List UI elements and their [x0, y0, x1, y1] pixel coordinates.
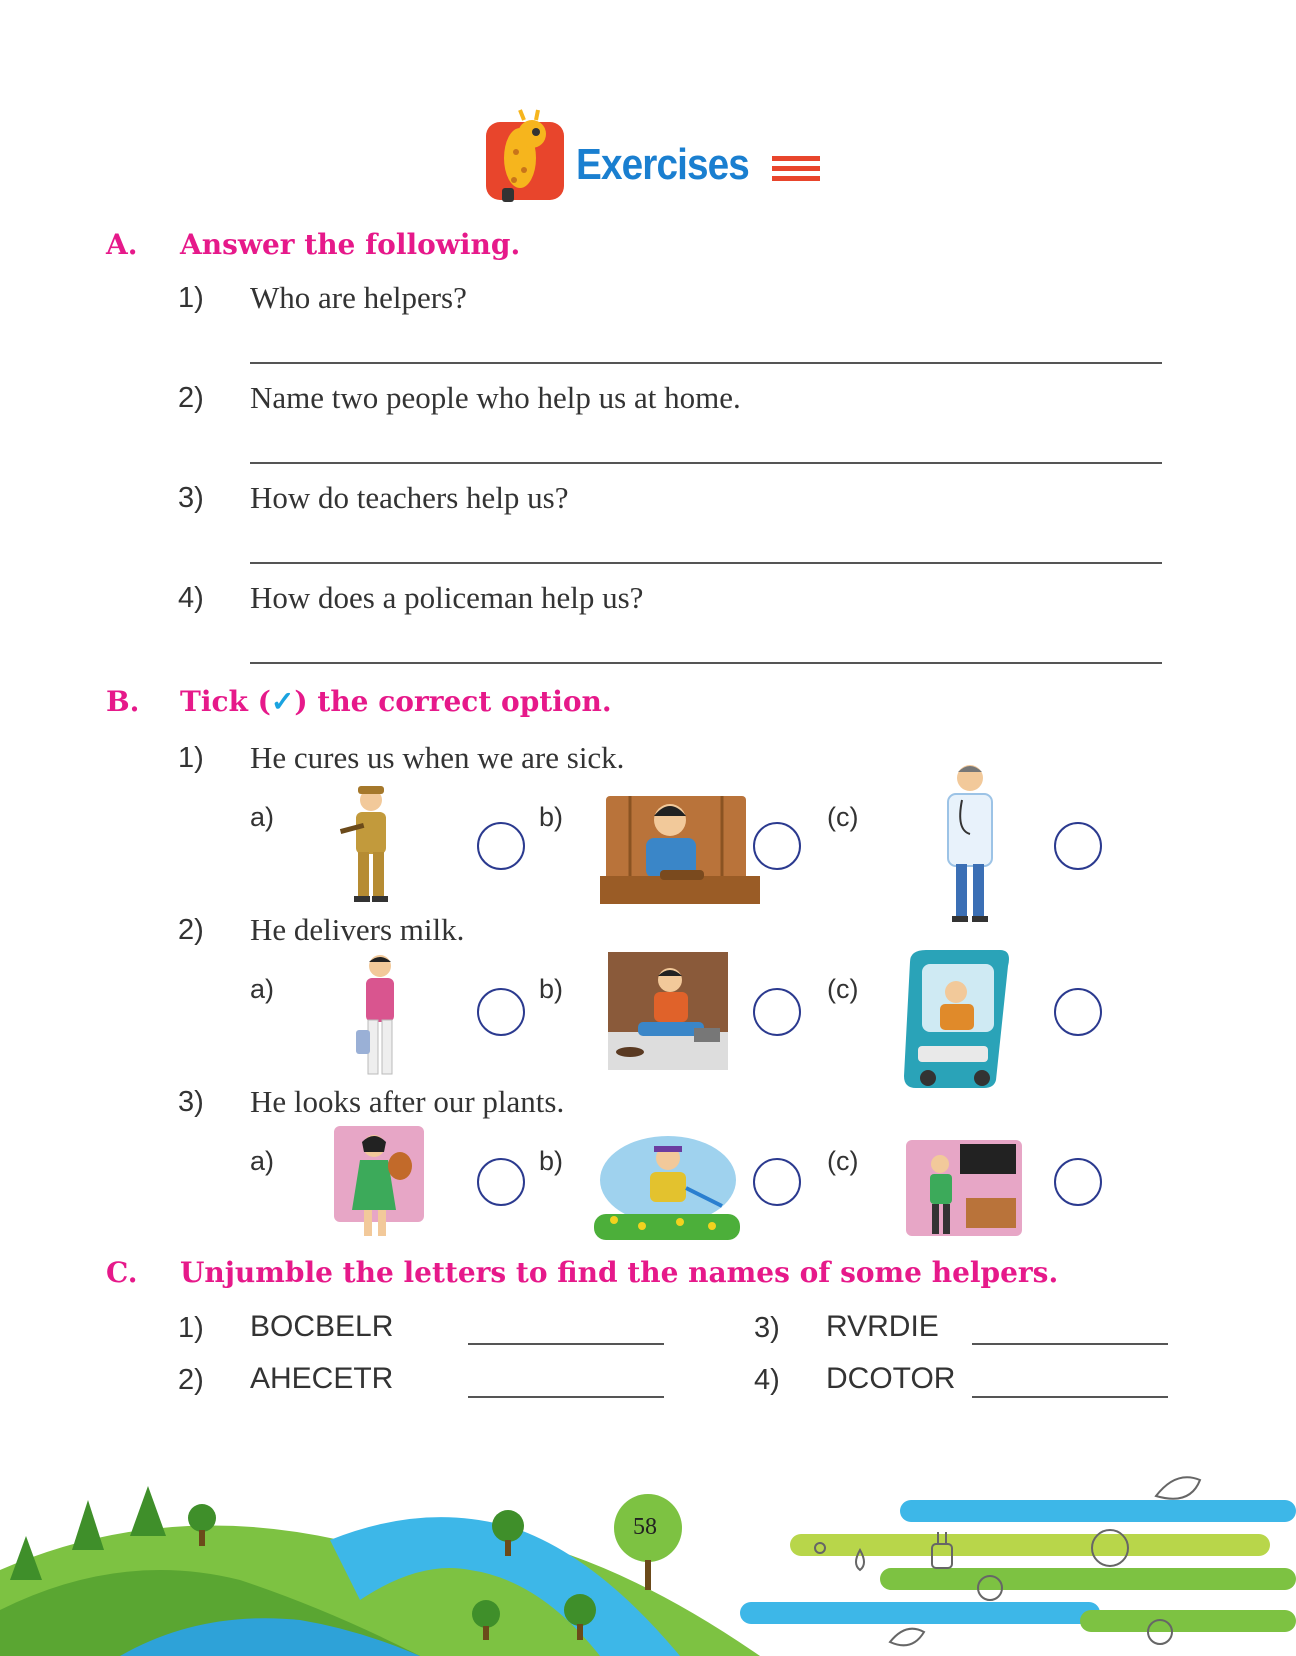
cobbler-icon [608, 952, 728, 1070]
potter-woman-icon [334, 1126, 424, 1240]
teacher-icon [906, 1140, 1022, 1240]
question-text: How does a policeman help us? [250, 580, 644, 615]
jumbled-word: RVRDIE [826, 1310, 939, 1343]
doctor-icon [932, 760, 1008, 928]
section-c-letter: C. [106, 1256, 138, 1289]
tick-circle[interactable] [1054, 822, 1102, 870]
question-text: He cures us when we are sick. [250, 740, 625, 775]
option-label: (c) [827, 1146, 859, 1176]
answer-line[interactable] [250, 462, 1162, 464]
tick-circle[interactable] [477, 1158, 525, 1206]
jumbled-word: AHECETR [250, 1362, 394, 1395]
item-number: 1) [178, 1312, 204, 1344]
option-label: b) [539, 974, 564, 1004]
section-a-letter: A. [106, 228, 138, 261]
section-c-title: Unjumble the letters to find the names of some helpers. [180, 1256, 1059, 1289]
item-number: 3) [754, 1312, 780, 1344]
carpenter-icon [600, 790, 760, 908]
question-text: Who are helpers? [250, 280, 467, 315]
tick-circle[interactable] [477, 822, 525, 870]
section-a-title: Answer the following. [180, 228, 521, 261]
tick-circle[interactable] [753, 822, 801, 870]
tick-icon: ✓ [270, 685, 295, 718]
question-number: 3) [178, 482, 204, 514]
page-title: Exercises [576, 140, 749, 189]
giraffe-mascot-icon [480, 108, 576, 208]
answer-line[interactable] [250, 662, 1162, 664]
answer-line[interactable] [468, 1343, 664, 1345]
tick-circle[interactable] [1054, 1158, 1102, 1206]
option-label: (c) [827, 802, 859, 832]
section-b-title: Tick (✓) the correct option. [180, 685, 612, 718]
option-label: a) [250, 1146, 275, 1176]
exercises-header [480, 108, 820, 208]
tick-circle[interactable] [477, 988, 525, 1036]
question-text: How do teachers help us? [250, 480, 569, 515]
tick-circle[interactable] [1054, 988, 1102, 1036]
option-label: a) [250, 974, 275, 1004]
answer-line[interactable] [468, 1396, 664, 1398]
question-number: 2) [178, 914, 204, 946]
answer-line[interactable] [972, 1343, 1168, 1345]
postman-icon [350, 950, 410, 1082]
option-label: (c) [827, 974, 859, 1004]
tick-circle[interactable] [753, 988, 801, 1036]
jumbled-word: DCOTOR [826, 1362, 956, 1395]
section-b-letter: B. [106, 685, 140, 718]
answer-line[interactable] [250, 562, 1162, 564]
title-stripes-icon [772, 156, 820, 186]
option-label: b) [539, 1146, 564, 1176]
policeman-icon [336, 782, 406, 906]
item-number: 2) [178, 1364, 204, 1396]
question-number: 4) [178, 582, 204, 614]
gardener-icon [594, 1132, 740, 1240]
footer-landscape [0, 1460, 1296, 1656]
question-number: 1) [178, 282, 204, 314]
option-label: b) [539, 802, 564, 832]
question-number: 2) [178, 382, 204, 414]
bus-driver-icon [896, 946, 1016, 1094]
answer-line[interactable] [250, 362, 1162, 364]
question-text: Name two people who help us at home. [250, 380, 741, 415]
page-number: 58 [633, 1514, 657, 1540]
question-text: He looks after our plants. [250, 1084, 565, 1119]
question-text: He delivers milk. [250, 912, 465, 947]
question-number: 1) [178, 742, 204, 774]
jumbled-word: BOCBELR [250, 1310, 394, 1343]
answer-line[interactable] [972, 1396, 1168, 1398]
tick-circle[interactable] [753, 1158, 801, 1206]
question-number: 3) [178, 1086, 204, 1118]
option-label: a) [250, 802, 275, 832]
item-number: 4) [754, 1364, 780, 1396]
